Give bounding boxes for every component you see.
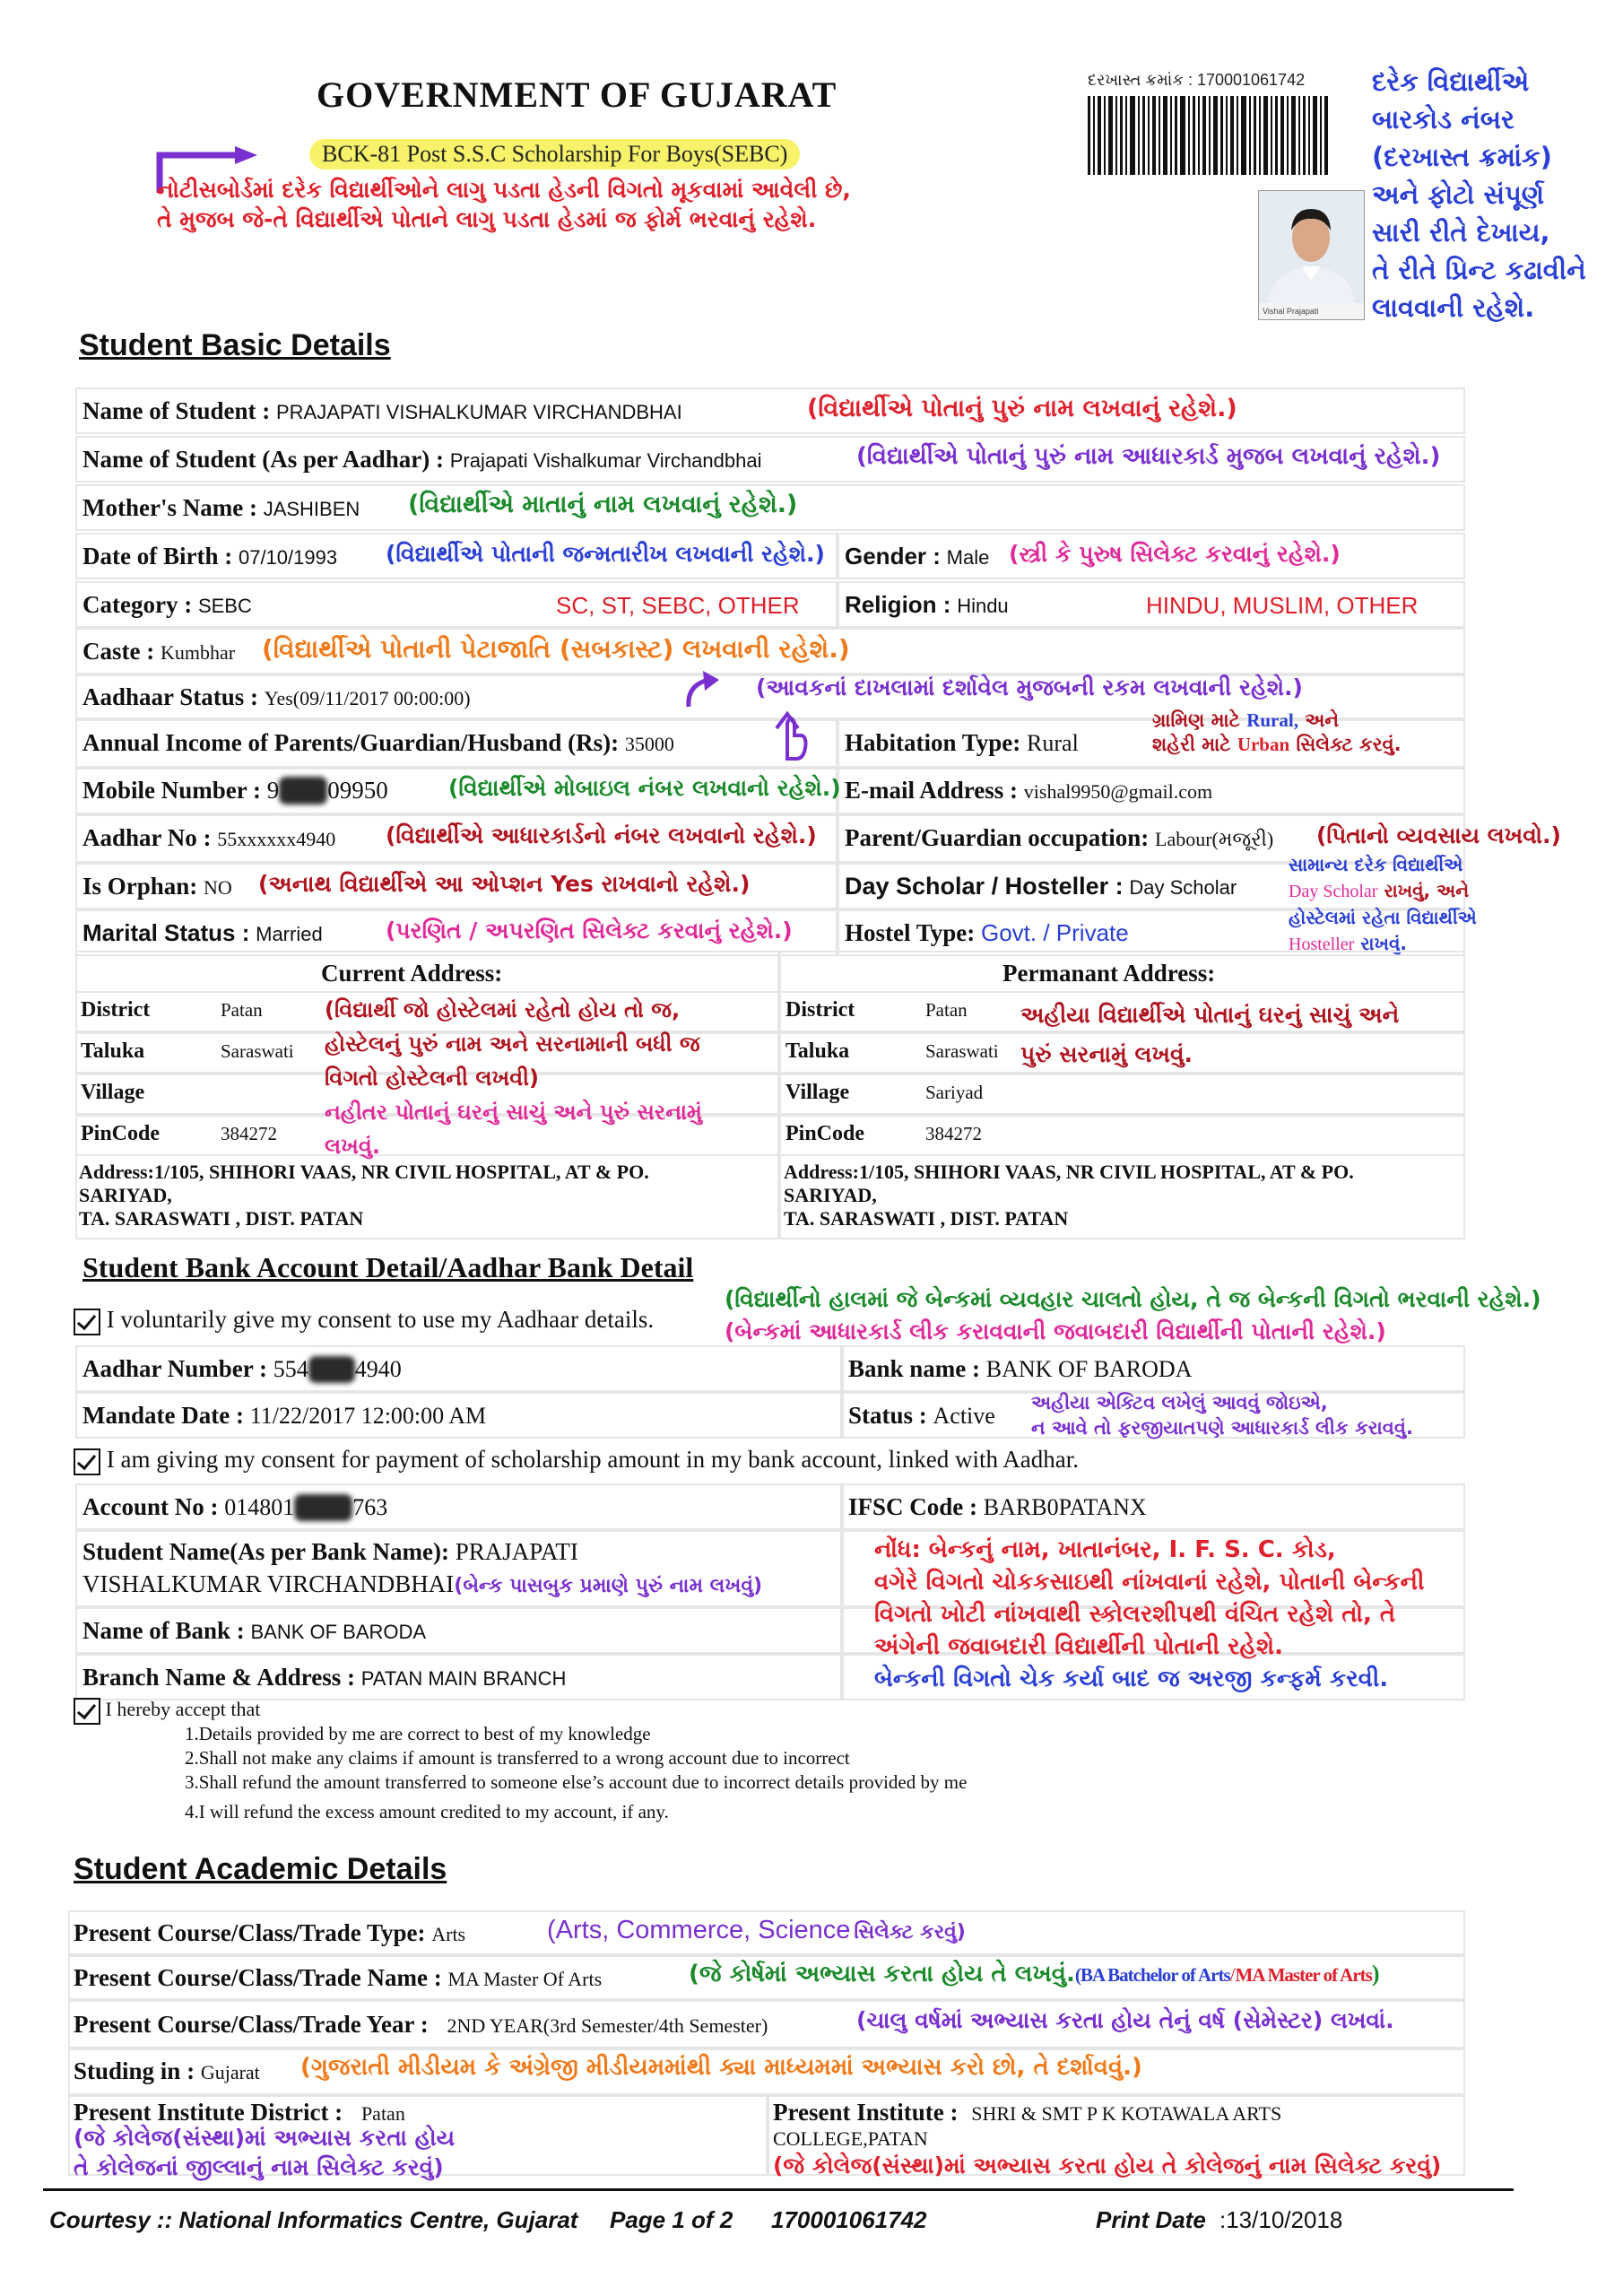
aadhar-no-value: 55xxxxxx4940 — [217, 828, 336, 850]
bank-student-note: (બેન્ક પાસબુક પ્રમાણે પુરું નામ લખવું) — [454, 1575, 763, 1597]
curved-arrow-icon — [681, 665, 725, 712]
studying-label: Studing in : — [74, 2057, 195, 2084]
scheme-subtitle: BCK-81 Post S.S.C Scholarship For Boys(SEBC) — [309, 139, 800, 170]
hostel-label: Hostel Type: — [845, 919, 976, 946]
habitation-label: Habitation Type: — [845, 729, 1021, 756]
mandate-value: 11/22/2017 12:00:00 AM — [249, 1403, 487, 1429]
category-options: SC, ST, SEBC, OTHER — [556, 592, 800, 619]
day-scholar-value: Day Scholar — [1129, 876, 1237, 899]
marital-label: Marital Status : — [82, 919, 250, 946]
mother-value: JASHIBEN — [263, 498, 360, 520]
day-scholar-label: Day Scholar / Hosteller : — [845, 873, 1124, 900]
section-academic-title: Student Academic Details — [74, 1852, 447, 1886]
religion-label: Religion : — [845, 591, 951, 618]
current-pincode-value: 384272 — [221, 1123, 277, 1144]
course-year-label: Present Course/Class/Trade Year : — [74, 2011, 429, 2038]
dob-value: 07/10/1993 — [238, 546, 338, 569]
current-full-address: Address:1/105, SHIHORI VAAS, NR CIVIL HOSPITAL, AT & PO. SARIYAD, TA. SARASWATI , DIST. PATAN — [79, 1161, 649, 1230]
list-item: 2.Shall not make any claims if amount is transferred to a wrong account due to incorrect — [185, 1747, 850, 1769]
permanent-pincode-label: PinCode — [785, 1122, 865, 1145]
marital-value: Married — [256, 923, 323, 945]
permanent-village-label: Village — [785, 1081, 850, 1104]
name-of-bank-value: BANK OF BARODA — [250, 1621, 427, 1643]
studying-value: Gujarat — [200, 2061, 260, 2083]
occupation-label: Parent/Guardian occupation: — [845, 824, 1150, 851]
habitation-note: ગ્રામિણ માટે Rural, અને શહેરી માટે Urban સિલેક્ટ કરવું. — [1152, 709, 1402, 755]
accept-terms — [74, 1698, 260, 1725]
permanent-address-title: Permanant Address: — [1002, 960, 1216, 987]
notice-text: નોટીસબોર્ડમાં દરેક વિદ્યાર્થીઓને લાગુ પડતા હેડની વિગતો મૂકવામાં આવેલી છે, તે મુજબ જે-તે વિદ્યાર્થીએ પોતાને લાગુ પડતા હેડમાં જ ફોર્મ ભરવાનું રહેશે. — [157, 177, 851, 232]
pointing-hand-icon — [771, 709, 812, 762]
habitation-value: Rural — [1027, 730, 1079, 756]
aadhar-number-value: 55488884940 — [273, 1356, 402, 1382]
institute-note: (જે કોલેજ(સંસ્થા)માં અભ્યાસ કરતા હોય તે કોલેજનું નામ સિલેક્ટ કરવું) — [773, 2152, 1442, 2179]
footer-app-number: 170001061742 — [771, 2206, 927, 2233]
course-year-value: 2ND YEAR(3rd Semester/4th Semester) — [447, 2014, 768, 2037]
course-type-note: (Arts, Commerce, Science સિલેક્ટ કરવું) — [547, 1916, 966, 1944]
name-label: Name of Student : — [82, 397, 271, 424]
current-address-title: Current Address: — [321, 960, 503, 987]
bank-student-label: Student Name(As per Bank Name): — [82, 1538, 449, 1565]
person-icon — [1259, 191, 1364, 303]
mobile-value: 9888809950 — [266, 777, 388, 804]
redacted-digits: 8888 — [279, 777, 328, 804]
barcode-image — [1088, 96, 1330, 175]
orphan-note: (અનાથ વિદ્યાર્થીએ આ ઓપ્શન Yes રાખવાનો રહેશે.) — [258, 871, 751, 897]
accept-terms-checkbox[interactable] — [74, 1698, 100, 1725]
caste-value: Kumbhar — [160, 641, 236, 664]
list-item: 4.I will refund the excess amount credited to my account, if any. — [185, 1801, 669, 1822]
course-year-note: (ચાલુ વર્ષમાં અભ્યાસ કરતા હોય તેનું વર્ષ (સેમેસ્ટર) લખવાં. — [856, 2007, 1394, 2033]
branch-label: Branch Name & Address : — [82, 1664, 356, 1691]
category-label: Category : — [82, 591, 193, 618]
aadhaar-consent-label: I voluntarily give my consent to use my Aadhaar details. — [106, 1306, 655, 1333]
email-value: vishal9950@gmail.com — [1023, 780, 1213, 803]
course-name-note: (જે કોર્ષમાં અભ્યાસ કરતા હોય તે લખવું.(BA Batchelor of Arts/MA Master of Arts) — [689, 1961, 1380, 1987]
aadhaar-consent — [74, 1306, 654, 1335]
aadhaar-status-value: Yes(09/11/2017 00:00:00) — [264, 687, 471, 709]
permanent-district-value: Patan — [925, 999, 968, 1021]
mother-note: (વિદ્યાર્થીએ માતાનું નામ લખવાનું રહેશે.) — [408, 491, 798, 518]
ifsc-label: IFSC Code : — [848, 1493, 978, 1520]
occupation-value: Labour(મજૂરી) — [1155, 828, 1274, 850]
aadhar-no-note: (વિદ્યાર્થીએ આધારકાર્ડનો નંબર લખવાનો રહેશે.) — [386, 822, 817, 848]
income-label: Annual Income of Parents/Guardian/Husband (Rs): — [82, 729, 620, 756]
footer-print-date: :13/10/2018 — [1219, 2206, 1343, 2233]
dob-note: (વિદ્યાર્થીએ પોતાની જન્મતારીખ લખવાની રહેશે.) — [386, 541, 825, 567]
current-village-label: Village — [81, 1081, 145, 1104]
bank-note-1: (વિદ્યાર્થીનો હાલમાં જે બેન્કમાં વ્યવહાર ચાલતો હોય, તે જ બેન્કની વિગતો ભરવાની રહેશે.) — [725, 1286, 1541, 1312]
bank-student-value: PRAJAPATI — [455, 1538, 578, 1565]
name-note: (વિદ્યાર્થીએ પોતાનું પુરું નામ લખવાનું રહેશે.) — [807, 395, 1237, 422]
aadhar-number-label: Aadhar Number : — [82, 1355, 268, 1382]
current-taluka-value: Saraswati — [221, 1040, 294, 1062]
dob-label: Date of Birth : — [82, 543, 233, 570]
payment-consent-label: I am giving my consent for payment of scholarship amount in my bank account, linked with Aadhar. — [106, 1446, 1080, 1473]
institute-district-note: (જે કોલેજ(સંસ્થા)માં અભ્યાસ કરતા હોય તે કોલેજનાં જીલ્લાનું નામ સિલેક્ટ કરવું) — [74, 2125, 456, 2180]
gender-value: Male — [946, 546, 990, 569]
current-district-value: Patan — [221, 999, 263, 1021]
accept-terms-label: I hereby accept that — [105, 1698, 261, 1721]
accept-terms-list — [185, 1722, 967, 1824]
bank-important-note: નોંધ: બેન્કનું નામ, ખાતાનંબર, I. F. S. C. કોડ, વગેરે વિગતો ચોકકસાઇથી નાંખવાનાં રહેશે, પોતાની બેન્કની વિગતો ખોટી નાંખવાથી સ્કોલરશીપથી વંચિત રહેશે તો, તે અંગેની જવાબદારી વિદ્યાર્થીની પોતાની રહેશે. બેન્કની વિગતો ચેક કર્યા બાદ જ અરજી કન્ફર્મ કરવી. — [874, 1536, 1425, 1692]
payment-consent-checkbox[interactable] — [74, 1448, 100, 1475]
payment-consent — [74, 1446, 1079, 1475]
application-number-label: દરખાસ્ત ક્રમાંક : 170001061742 — [1088, 71, 1306, 89]
name-value: PRAJAPATI VISHALKUMAR VIRCHANDBHAI — [276, 401, 682, 423]
bank-name-value: BANK OF BARODA — [985, 1356, 1193, 1382]
photo-caption: Vishal Prajapati — [1259, 303, 1364, 319]
aadhar-name-note: (વિદ્યાર્થીએ પોતાનું પુરું નામ આધારકાર્ડ મુજબ લખવાનું રહેશે.) — [856, 443, 1441, 470]
status-label: Status : — [848, 1402, 927, 1429]
orphan-value: NO — [204, 876, 232, 899]
aadhar-no-label: Aadhar No : — [82, 824, 212, 851]
branch-value: PATAN MAIN BRANCH — [360, 1667, 567, 1690]
course-name-value: MA Master Of Arts — [447, 1968, 603, 1990]
current-pincode-label: PinCode — [81, 1122, 161, 1145]
ifsc-value: BARB0PATANX — [983, 1494, 1147, 1520]
name-of-bank-label: Name of Bank : — [82, 1617, 245, 1644]
section-basic-title: Student Basic Details — [79, 328, 391, 362]
permanent-address-note: અહીયા વિદ્યાર્થીએ પોતાનું ઘરનું સાચું અને પુરું સરનામું લખવું. — [1020, 1002, 1400, 1067]
status-value: Active — [933, 1403, 995, 1429]
aadhaar-consent-checkbox[interactable] — [74, 1309, 100, 1335]
bank-note-2: (બેન્કમાં આધારકાર્ડ લીક કરાવવાની જવાબદારી વિદ્યાર્થીની પોતાની રહેશે.) — [725, 1318, 1386, 1344]
account-label: Account No : — [82, 1493, 219, 1520]
course-type-value: Arts — [431, 1923, 466, 1945]
barcode-photo-note: દરેક વિદ્યાર્થીએ બારકોડ નંબર (દરખાસ્ત ક્રમાંક) અને ફોટો સંપૂર્ણ સારી રીતે દેખાય, તે રીતે પ્રિન્ટ કઢાવીને લાવવાની રહેશે. — [1372, 66, 1586, 323]
footer-print-label: Print Date — [1096, 2206, 1206, 2233]
bank-name-label: Bank name : — [848, 1355, 981, 1382]
redacted-digits: 8888 — [308, 1356, 355, 1382]
studying-note: (ગુજરાતી મીડીયમ કે અંગ્રેજી મીડીયમમાંથી ક્યા માધ્યમમાં અભ્યાસ કરો છો, તે દર્શાવવું.) — [300, 2054, 1142, 2081]
mobile-label: Mobile Number : — [82, 777, 261, 804]
status-note: અહીયા એક્ટિવ લખેલું આવવું જોઇએ, ન આવે તો ફરજીયાતપણે આધારકાર્ડ લીક કરાવવું. — [1031, 1392, 1413, 1439]
aadhar-name-value: Prajapati Vishalkumar Virchandbhai — [449, 449, 762, 472]
footer-courtesy: Courtesy :: National Informatics Centre, Gujarat — [49, 2206, 578, 2233]
permanent-district-label: District — [785, 998, 855, 1022]
redacted-digits: 88888 — [294, 1494, 353, 1520]
religion-options: HINDU, MUSLIM, OTHER — [1146, 592, 1419, 619]
current-address-note: (વિદ્યાર્થી જો હોસ્ટેલમાં રહેતો હોય તો જ, હોસ્ટેલનું પુરું નામ અને સરનામાની બધી જ વિગતો હોસ્ટેલની લખવી) નહીતર પોતાનું ઘરનું સાચું અને પુરું સરનામું લખવું. — [325, 997, 702, 1159]
marital-note: (પરણિત / અપરણિત સિલેક્ટ કરવાનું રહેશે.) — [386, 918, 793, 944]
account-value: 01480188888763 — [224, 1494, 388, 1520]
institute-value-line2: COLLEGE,PATAN — [773, 2127, 928, 2150]
gender-note: (સ્ત્રી કે પુરુષ સિલેક્ટ કરવાનું રહેશે.) — [1009, 541, 1341, 567]
current-taluka-label: Taluka — [81, 1039, 145, 1063]
student-photo — [1258, 190, 1365, 320]
email-label: E-mail Address : — [845, 777, 1019, 804]
caste-label: Caste : — [82, 638, 155, 665]
current-district-label: District — [81, 998, 151, 1022]
day-scholar-note: સામાન્ય દરેક વિદ્યાર્થીએ Day Scholar રાખવું, અને હોસ્ટેલમાં રહેતા વિદ્યાર્થીએ Hosteller રાખવું. — [1289, 854, 1477, 954]
permanent-pincode-value: 384272 — [925, 1123, 982, 1144]
list-item: 3.Shall refund the amount transferred to someone else’s account due to incorrect details provided by me — [185, 1771, 968, 1793]
mother-label: Mother's Name : — [82, 494, 257, 521]
list-item: 1.Details provided by me are correct to best of my knowledge — [185, 1723, 651, 1744]
institute-label: Present Institute : — [773, 2099, 959, 2126]
permanent-taluka-value: Saraswati — [925, 1040, 999, 1062]
institute-value: SHRI & SMT P K KOTAWALA ARTS — [971, 2102, 1282, 2125]
permanent-full-address: Address:1/105, SHIHORI VAAS, NR CIVIL HOSPITAL, AT & PO. SARIYAD, TA. SARASWATI , DIST. PATAN — [784, 1161, 1354, 1230]
caste-note: (વિદ્યાર્થીએ પોતાની પેટાજાતિ (સબકાસ્ટ) લખવાની રહેશે.) — [262, 634, 850, 664]
section-bank-title: Student Bank Account Detail/Aadhar Bank Detail — [82, 1251, 694, 1283]
permanent-taluka-label: Taluka — [785, 1039, 850, 1063]
permanent-village-value: Sariyad — [925, 1082, 984, 1103]
income-note: (આવકનાં દાખલામાં દર્શાવેલ મુજબની રકમ લખવાની રહેશે.) — [756, 674, 1303, 700]
institute-district-label: Present Institute District : — [74, 2099, 343, 2126]
gender-label: Gender : — [845, 543, 941, 570]
course-type-label: Present Course/Class/Trade Type: — [74, 1919, 426, 1946]
bank-student-name: Student Name(As per Bank Name): PRAJAPATI VISHALKUMAR VIRCHANDBHAI(બેન્ક પાસબુક પ્રમાણે પુરું નામ લખવું) — [82, 1538, 763, 1597]
income-value: 35000 — [624, 733, 674, 755]
footer-page: Page 1 of 2 — [610, 2206, 733, 2233]
category-value: SEBC — [197, 595, 252, 617]
course-name-label: Present Course/Class/Trade Name : — [74, 1964, 442, 1991]
institute-district-value: Patan — [360, 2102, 405, 2125]
orphan-label: Is Orphan: — [82, 873, 198, 900]
aadhaar-status-label: Aadhaar Status : — [82, 683, 259, 710]
footer-divider — [43, 2188, 1514, 2191]
mandate-label: Mandate Date : — [82, 1402, 244, 1429]
mobile-note: (વિદ્યાર્થીએ મોબાઇલ નંબર લખવાનો રહેશે.) — [448, 775, 841, 801]
aadhar-name-label: Name of Student (As per Aadhar) : — [82, 446, 444, 473]
page-title: GOVERNMENT OF GUJARAT — [317, 74, 838, 115]
occupation-note: (પિતાનો વ્યવસાય લખવો.) — [1316, 822, 1561, 848]
hostel-value: Govt. / Private — [981, 919, 1129, 946]
religion-value: Hindu — [957, 595, 1009, 617]
